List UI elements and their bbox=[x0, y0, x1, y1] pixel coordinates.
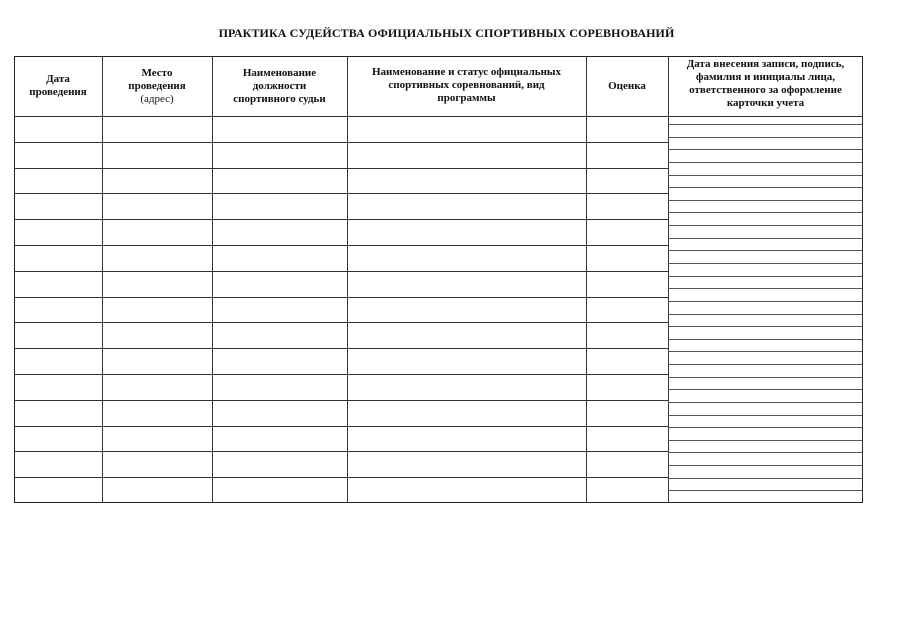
record-sub-row-divider bbox=[668, 402, 863, 403]
row-divider bbox=[14, 271, 668, 272]
record-sub-row-divider bbox=[668, 351, 863, 352]
row-divider bbox=[14, 348, 668, 349]
column-divider bbox=[586, 56, 587, 503]
record-sub-row-divider bbox=[668, 440, 863, 441]
record-sub-row-divider bbox=[668, 490, 863, 491]
row-divider bbox=[14, 142, 668, 143]
header-position-line: спортивного судьи bbox=[233, 92, 326, 105]
header-date-line: Дата bbox=[46, 73, 70, 85]
row-divider bbox=[14, 400, 668, 401]
record-sub-row-divider bbox=[668, 200, 863, 201]
column-divider bbox=[102, 56, 103, 503]
record-sub-row-divider bbox=[668, 415, 863, 416]
header-record-line: ответственного за оформление bbox=[689, 84, 842, 96]
record-sub-row-divider bbox=[668, 326, 863, 327]
record-sub-row-divider bbox=[668, 187, 863, 188]
row-divider bbox=[14, 477, 668, 478]
record-sub-row-divider bbox=[668, 238, 863, 239]
record-sub-row-divider bbox=[668, 377, 863, 378]
row-divider bbox=[14, 297, 668, 298]
header-grade bbox=[586, 56, 668, 116]
record-sub-row-divider bbox=[668, 175, 863, 176]
record-sub-row-divider bbox=[668, 465, 863, 466]
row-divider bbox=[14, 168, 668, 169]
record-sub-row-divider bbox=[668, 478, 863, 479]
header-date bbox=[14, 56, 102, 116]
header-place-line: Место bbox=[141, 66, 173, 79]
record-sub-row-divider bbox=[668, 427, 863, 428]
record-sub-row-divider bbox=[668, 288, 863, 289]
record-sub-row-divider bbox=[668, 452, 863, 453]
header-position bbox=[212, 56, 347, 116]
record-sub-row-divider bbox=[668, 225, 863, 226]
header-competition bbox=[347, 56, 586, 116]
header-date-line: проведения bbox=[29, 86, 87, 98]
header-divider bbox=[14, 116, 863, 117]
row-divider bbox=[14, 451, 668, 452]
header-competition-line: Наименование и статус официальных bbox=[372, 66, 561, 78]
header-record-line: карточки учета bbox=[726, 97, 805, 109]
header-record-line: Дата внесения записи, подпись, bbox=[686, 58, 845, 70]
record-sub-row-divider bbox=[668, 250, 863, 251]
record-sub-row-divider bbox=[668, 301, 863, 302]
row-divider bbox=[14, 219, 668, 220]
header-place bbox=[102, 56, 212, 116]
record-sub-row-divider bbox=[668, 212, 863, 213]
row-divider bbox=[14, 245, 668, 246]
record-sub-row-divider bbox=[668, 314, 863, 315]
record-sub-row-divider bbox=[668, 124, 863, 125]
record-sub-row-divider bbox=[668, 263, 863, 264]
document-title: ПРАКТИКА СУДЕЙСТВА ОФИЦИАЛЬНЫХ СПОРТИВНЫХ СОРЕВНОВАНИЙ bbox=[218, 26, 675, 40]
row-divider bbox=[14, 426, 668, 427]
row-divider bbox=[14, 374, 668, 375]
header-place-line: (адрес) bbox=[140, 92, 174, 105]
header-record bbox=[668, 56, 863, 116]
record-sub-row-divider bbox=[668, 364, 863, 365]
record-sub-row-divider bbox=[668, 276, 863, 277]
header-position-line: Наименование bbox=[242, 66, 317, 79]
record-sub-row-divider bbox=[668, 162, 863, 163]
header-position-line: должности bbox=[252, 79, 307, 92]
header-competition-line: программы bbox=[437, 92, 496, 104]
header-grade-line: Оценка bbox=[608, 79, 646, 92]
record-sub-row-divider bbox=[668, 149, 863, 150]
record-sub-row-divider bbox=[668, 389, 863, 390]
row-divider bbox=[14, 322, 668, 323]
header-place-line: проведения bbox=[128, 79, 186, 92]
row-divider bbox=[14, 193, 668, 194]
column-divider bbox=[347, 56, 348, 503]
header-competition-line: спортивных соревнований, вид bbox=[388, 79, 545, 91]
judging-practice-table bbox=[14, 56, 863, 503]
record-sub-row-divider bbox=[668, 137, 863, 138]
header-record-line: фамилия и инициалы лица, bbox=[695, 71, 836, 83]
column-divider bbox=[212, 56, 213, 503]
record-sub-row-divider bbox=[668, 339, 863, 340]
